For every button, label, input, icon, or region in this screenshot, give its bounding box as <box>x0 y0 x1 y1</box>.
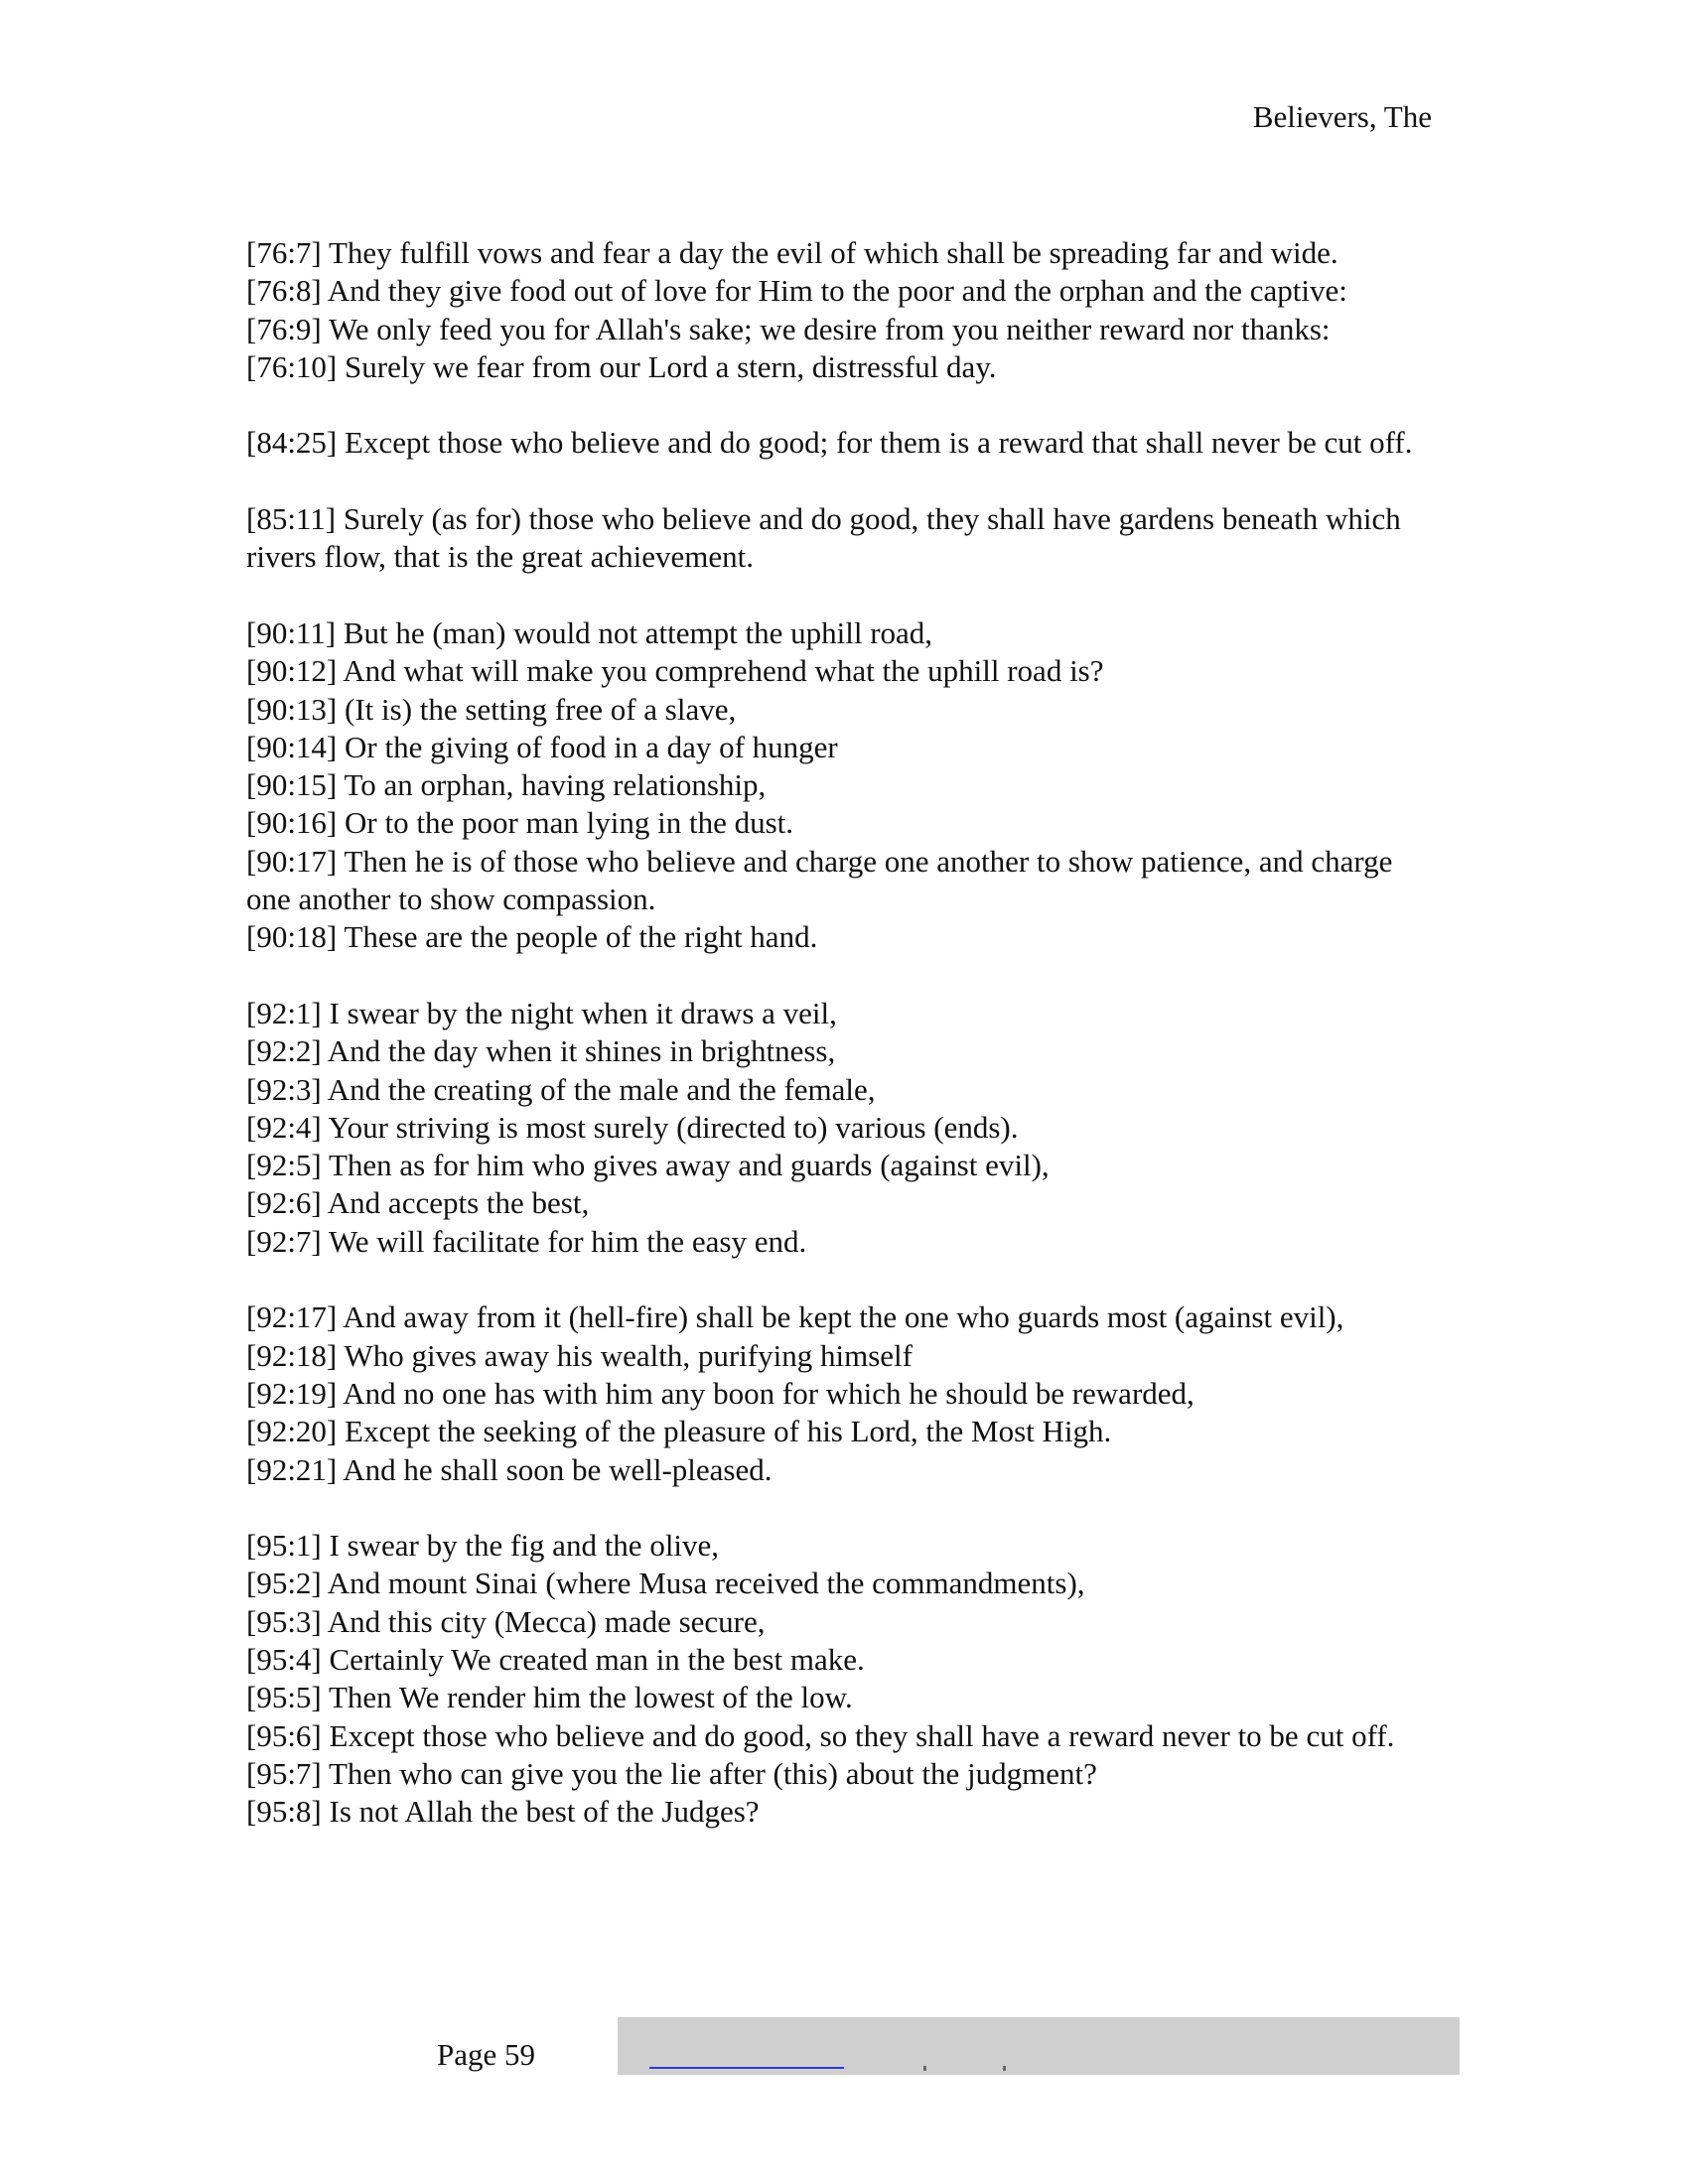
verse-line: [95:6] Except those who believe and do good, so they shall have a reward never to be cut off. <box>246 1717 1395 1753</box>
verse-line: [95:1] I swear by the fig and the olive, <box>246 1528 720 1564</box>
verse-line: [76:8] And they give food out of love for Him to the poor and the orphan and the captive: <box>246 273 1347 309</box>
footer-bar <box>618 2017 1460 2075</box>
verse-paragraph <box>246 1298 1438 1488</box>
verse-line: [92:17] And away from it (hell-fire) shall be kept the one who guards most (against evil), <box>246 1299 1344 1335</box>
footer-mark <box>1003 2066 1006 2071</box>
verse-line: [92:20] Except the seeking of the pleasure of his Lord, the Most High. <box>246 1414 1112 1449</box>
verse-line: [95:4] Certainly We created man in the best make. <box>246 1641 865 1677</box>
verse-line: [90:18] These are the people of the right hand. <box>246 919 818 955</box>
verse-line: [92:6] And accepts the best, <box>246 1185 590 1221</box>
verse-line: [95:7] Then who can give you the lie after (this) about the judgment? <box>246 1755 1097 1791</box>
verse-paragraph <box>246 614 1438 957</box>
verse-paragraph <box>246 424 1438 462</box>
verse-line: [95:3] And this city (Mecca) made secure, <box>246 1603 766 1639</box>
verse-paragraph <box>246 995 1438 1261</box>
verse-line: [90:14] Or the giving of food in a day of hunger <box>246 729 838 764</box>
verse-paragraph <box>246 234 1438 386</box>
verse-line: [90:12] And what will make you comprehend what the uphill road is? <box>246 653 1104 689</box>
running-header: Believers, The <box>1252 99 1432 134</box>
verse-line: [92:19] And no one has with him any boon for which he should be rewarded, <box>246 1375 1195 1411</box>
verse-line: [92:7] We will facilitate for him the easy end. <box>246 1223 807 1259</box>
verse-line: [76:9] We only feed you for Allah's sake; we desire from you neither reward nor thanks: <box>246 311 1331 346</box>
verse-line: [84:25] Except those who believe and do good; for them is a reward that shall never be cut off. <box>246 425 1413 461</box>
verse-line: [92:4] Your striving is most surely (directed to) various (ends). <box>246 1109 1019 1145</box>
verse-line: [95:2] And mount Sinai (where Musa received the commandments), <box>246 1566 1085 1601</box>
verse-line: [85:11] Surely (as for) those who believe and do good, they shall have gardens beneath which rivers flow, that is the great achievement. <box>246 501 1401 575</box>
footer-link[interactable] <box>649 2067 844 2069</box>
verse-line: [95:8] Is not Allah the best of the Judges? <box>246 1794 760 1830</box>
verse-line: [95:5] Then We render him the lowest of the low. <box>246 1680 853 1715</box>
verse-content <box>246 234 1438 1831</box>
verse-line: [90:13] (It is) the setting free of a slave, <box>246 691 737 727</box>
verse-paragraph <box>246 1527 1438 1831</box>
verse-line: [92:18] Who gives away his wealth, purifying himself <box>246 1337 913 1373</box>
verse-line: [90:11] But he (man) would not attempt the uphill road, <box>246 614 933 650</box>
verse-line: [90:15] To an orphan, having relationship, <box>246 767 767 803</box>
verse-line: [92:1] I swear by the night when it draws a veil, <box>246 995 837 1030</box>
verse-paragraph <box>246 500 1438 577</box>
verse-line: [92:21] And he shall soon be well-pleased. <box>246 1451 773 1487</box>
page-number: Page 59 <box>437 2037 536 2072</box>
verse-line: [92:2] And the day when it shines in brightness, <box>246 1033 836 1069</box>
verse-line: [76:10] Surely we fear from our Lord a stern, distressful day. <box>246 348 997 384</box>
verse-line: [90:16] Or to the poor man lying in the dust. <box>246 805 794 841</box>
footer-mark <box>923 2066 926 2071</box>
verse-line: [76:7] They fulfill vows and fear a day the evil of which shall be spreading far and wide. <box>246 235 1338 270</box>
verse-line: [90:17] Then he is of those who believe and charge one another to show patience, and charge one another to show compassion. <box>246 843 1393 917</box>
verse-line: [92:3] And the creating of the male and the female, <box>246 1071 876 1107</box>
verse-line: [92:5] Then as for him who gives away and guards (against evil), <box>246 1148 1050 1183</box>
